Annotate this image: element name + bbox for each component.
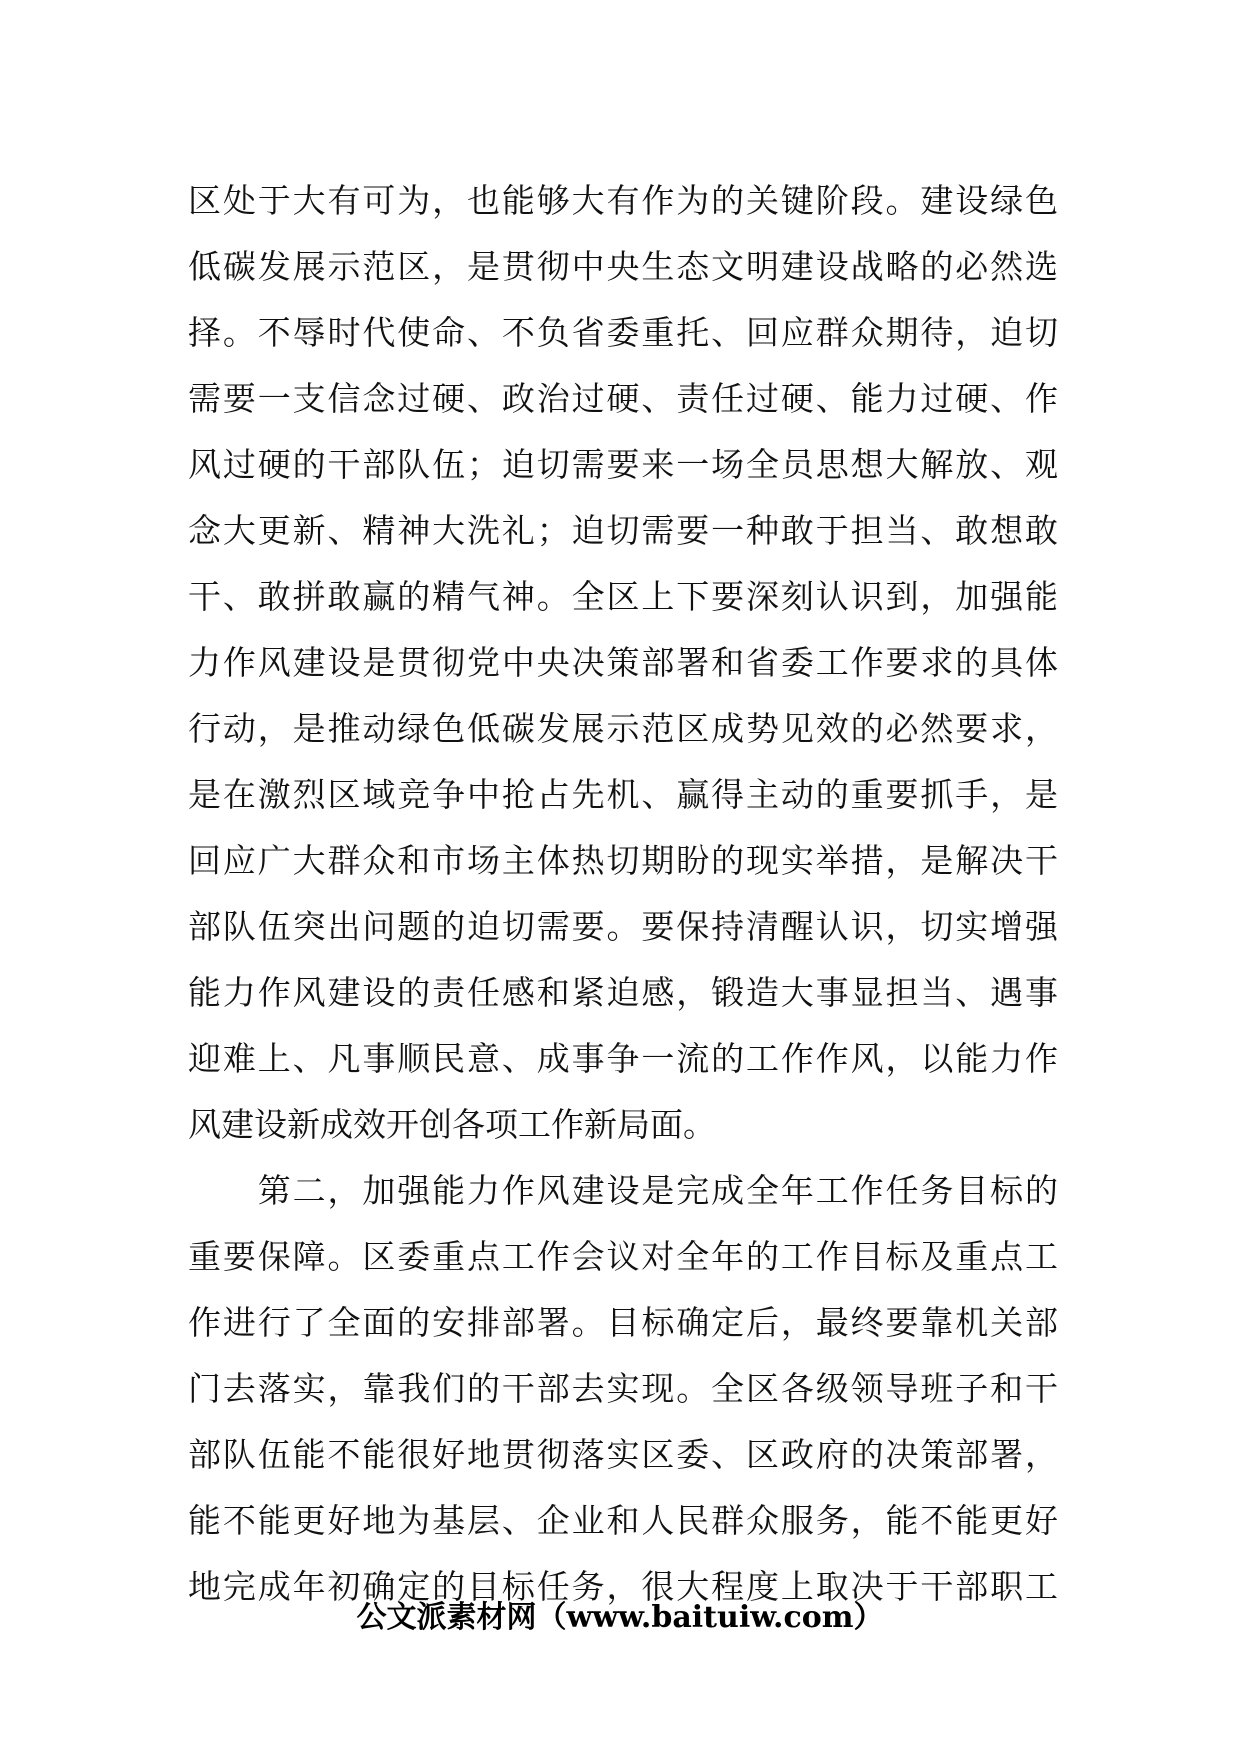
- text-line: 需要一支信念过硬、政治过硬、责任过硬、能力过硬、作: [188, 379, 1058, 418]
- text-line: 力作风建设是贯彻党中央决策部署和省委工作要求的具体: [188, 643, 1058, 682]
- paragraph-end-line: 风建设新成效开创各项工作新局面。: [188, 1105, 716, 1144]
- text-line: 区处于大有可为，也能够大有作为的关键阶段。建设绿色: [188, 181, 1058, 220]
- text-line: 低碳发展示范区，是贯彻中央生态文明建设战略的必然选: [188, 247, 1058, 286]
- text-line: 作进行了全面的安排部署。目标确定后，最终要靠机关部: [188, 1303, 1058, 1342]
- text-line: 回应广大群众和市场主体热切期盼的现实举措，是解决干: [188, 841, 1058, 880]
- text-line: 部队伍能不能很好地贯彻落实区委、区政府的决策部署，: [188, 1435, 1058, 1474]
- text-line: 干、敢拼敢赢的精气神。全区上下要深刻认识到，加强能: [188, 577, 1058, 616]
- text-line: 重要保障。区委重点工作会议对全年的工作目标及重点工: [188, 1237, 1058, 1276]
- text-line: 迎难上、凡事顺民意、成事争一流的工作作风，以能力作: [188, 1039, 1058, 1078]
- footer-source-text: 公文派素材网（www.baituiw.com）: [356, 1600, 884, 1635]
- text-line: 门去落实，靠我们的干部去实现。全区各级领导班子和干: [188, 1369, 1058, 1408]
- text-line: 地完成年初确定的目标任务，很大程度上取决于干部职工: [188, 1567, 1058, 1606]
- paragraph-start-line: 第二，加强能力作风建设是完成全年工作任务目标的: [188, 1171, 1058, 1210]
- text-line: 行动，是推动绿色低碳发展示范区成势见效的必然要求，: [188, 709, 1058, 748]
- text-line: 能力作风建设的责任感和紧迫感，锻造大事显担当、遇事: [188, 973, 1058, 1012]
- text-line: 风过硬的干部队伍；迫切需要来一场全员思想大解放、观: [188, 445, 1058, 484]
- text-line: 择。不辱时代使命、不负省委重托、回应群众期待，迫切: [188, 313, 1058, 352]
- text-line: 部队伍突出问题的迫切需要。要保持清醒认识，切实增强: [188, 907, 1058, 946]
- text-line: 能不能更好地为基层、企业和人民群众服务，能不能更好: [188, 1501, 1058, 1540]
- text-line: 是在激烈区域竞争中抢占先机、赢得主动的重要抓手，是: [188, 775, 1058, 814]
- body-text: [188, 168, 1058, 1620]
- text-line: 念大更新、精神大洗礼；迫切需要一种敢于担当、敢想敢: [188, 511, 1058, 550]
